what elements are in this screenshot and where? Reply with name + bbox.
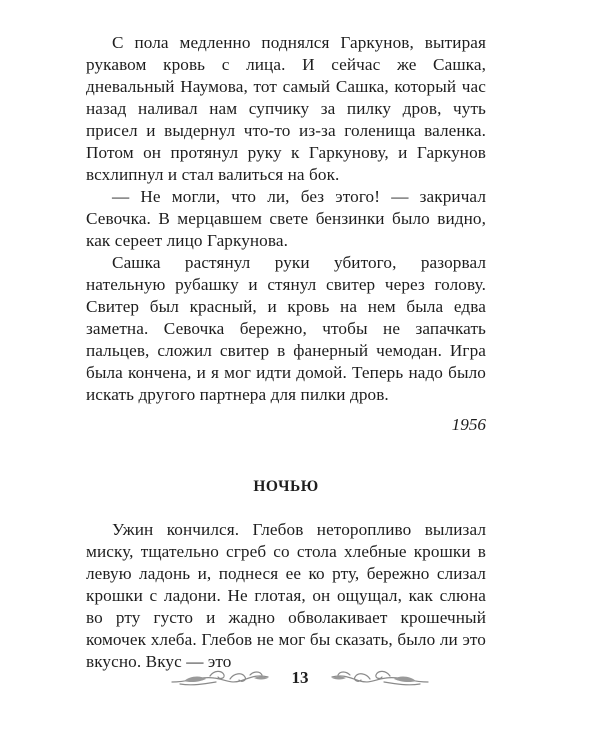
- paragraph-2: — Не могли, что ли, без этого! — закричал Севочка. В мерцавшем свете бензинки было видно, как сереет лицо Гаркунова.: [86, 187, 486, 250]
- page-number: 13: [291, 668, 309, 687]
- story-date: 1956: [451, 415, 486, 434]
- paragraph-3: Сашка растянул руки убитого, разорвал нательную рубашку и стянул свитер через голову. Свитер был красный, и кровь на нем была едва заметна. Севочка бережно, чтобы не запачкать пальцев, сложил свитер в фанерный чемодан. Игра была кончена, и я мог идти домой. Теперь надо было искать другого партнера для пилки дров.: [86, 253, 486, 404]
- story-heading: НОЧЬЮ: [253, 478, 319, 495]
- page-text-block: [86, 32, 486, 673]
- paragraph-1: С пола медленно поднялся Гаркунов, вытирая рукавом кровь с лица. И сейчас же Сашка, дневальный Наумова, тот самый Сашка, который час назад наливал нам супчику за пилку дров, чуть присел и выдернул что-то из-за голенища валенка. Потом он протянул руку к Гаркунову, и Гаркунов всхлипнул и стал валиться на бок.: [86, 33, 486, 184]
- right-ornament-icon: [330, 666, 430, 690]
- left-ornament-icon: [170, 666, 270, 690]
- paragraph-4: Ужин кончился. Глебов неторопливо вылизал миску, тщательно сгреб со стола хлебные крошки в левую ладонь и, поднеся ее ко рту, бережно слизал крошки с ладони. Не глотая, он ощущал, как слюна во рту густо и жадно обволакивает крошечный комочек хлеба. Глебов не мог бы сказать, было ли это вкусно. Вкус — это: [86, 520, 486, 671]
- page-footer: [0, 664, 600, 694]
